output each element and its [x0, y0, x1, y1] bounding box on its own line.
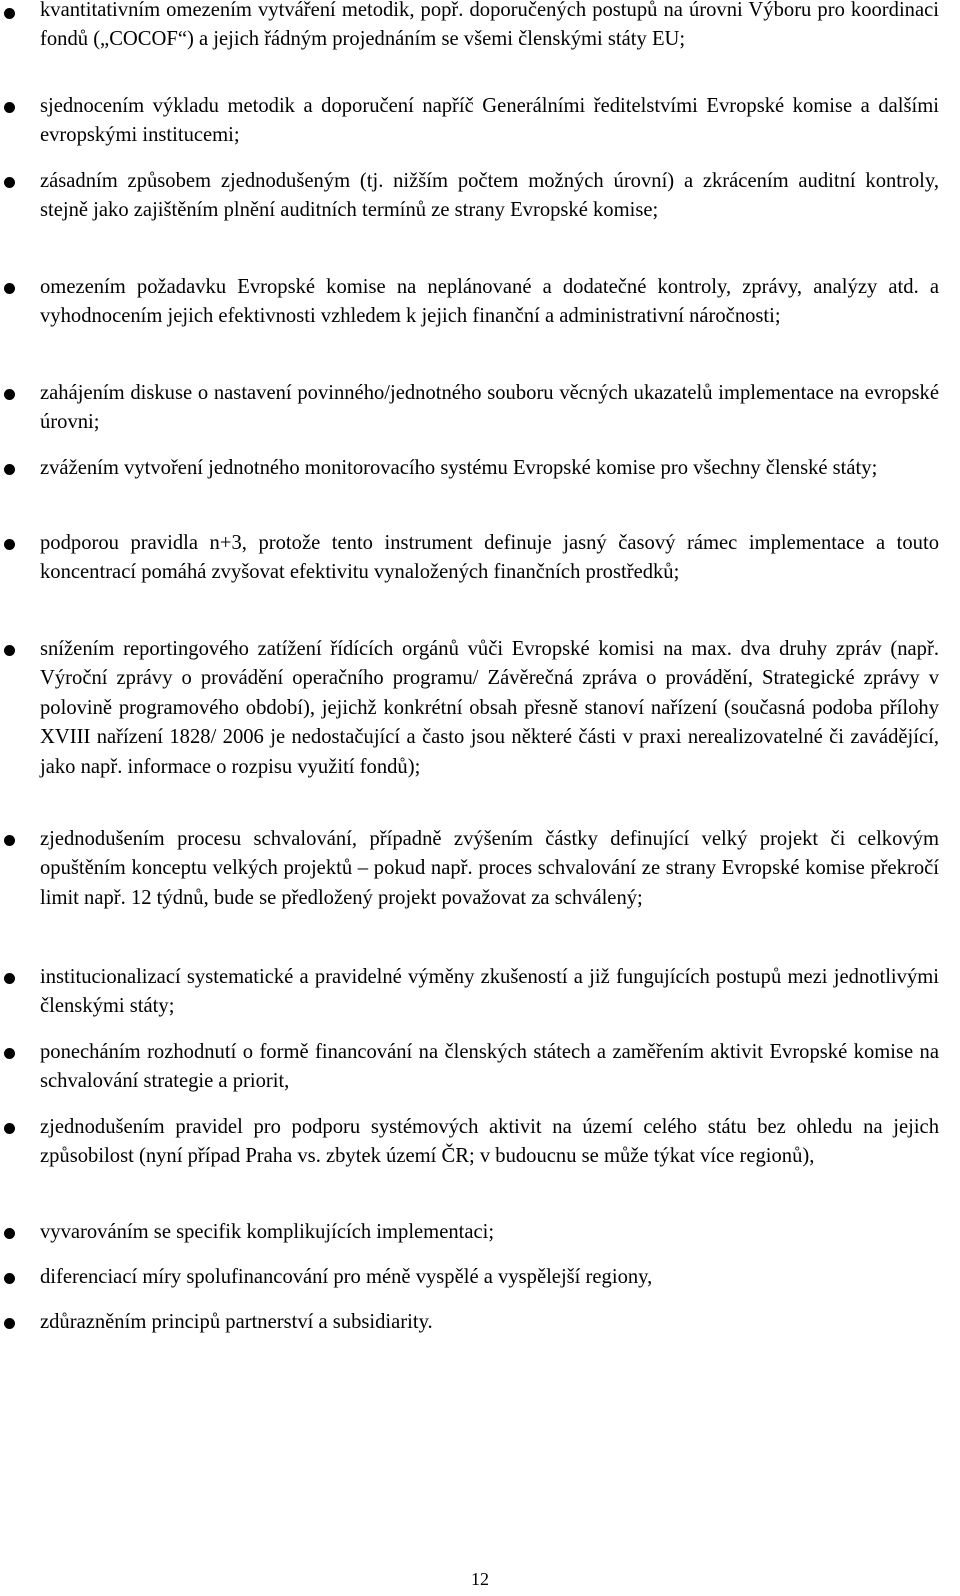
- bullet-icon: [4, 177, 15, 188]
- list-item-text: zásadním způsobem zjednodušeným (tj. nižším počtem možných úrovní) a zkrácením auditní kontroly, stejně jako zajištěním plnění auditních termínů ze strany Evropské komise;: [40, 170, 939, 222]
- bullet-icon: [4, 1228, 15, 1239]
- bullet-icon: [4, 1048, 15, 1059]
- list-item-text: ponecháním rozhodnutí o formě financování na členských státech a zaměřením aktivit Evropské komise na schvalování strategie a priorit,: [40, 1041, 939, 1093]
- list-item-text: zjednodušením pravidel pro podporu systémových aktivit na území celého státu bez ohledu na jejich způsobilost (nyní případ Praha vs. zbytek území ČR; v budoucnu se může týkat více regionů),: [40, 1116, 939, 1168]
- list-item-text: zvážením vytvoření jednotného monitorovacího systému Evropské komise pro všechny členské státy;: [40, 457, 878, 479]
- bullet-icon: [4, 283, 15, 294]
- list-item-text: diferenciací míry spolufinancování pro méně vyspělé a vyspělejší regiony,: [40, 1266, 653, 1288]
- bullet-icon: [4, 1123, 15, 1134]
- page-number: 12: [471, 1569, 489, 1589]
- bullet-icon: [4, 1273, 15, 1284]
- list-item-text: vyvarováním se specifik komplikujících implementaci;: [40, 1221, 495, 1243]
- list-item-text: zdůrazněním principů partnerství a subsidiarity.: [40, 1311, 433, 1333]
- bullet-icon: [4, 539, 15, 550]
- bullet-icon: [4, 464, 15, 475]
- bullet-icon: [4, 1318, 15, 1329]
- list-item-text: omezením požadavku Evropské komise na neplánované a dodatečné kontroly, zprávy, analýzy atd. a vyhodnocením jejich efektivnosti vzhledem k jejich finanční a administrativní náročnosti;: [40, 276, 939, 328]
- bullet-icon: [4, 389, 15, 400]
- list-item-text: snížením reportingového zatížení řídících orgánů vůči Evropské komisi na max. dva druhy zpráv (např. Výroční zprávy o provádění operačního programu/ Závěrečná zpráva o provádění, Strategické zprávy v polovině programového období), jejichž konkrétní obsah přesně stanoví nařízení (současná podoba přílohy XVIII nařízení 1828/ 2006 je nedostačující a často jsou některé části v praxi nerealizovatelné či zavádějící, jako např. informace o rozpisu využití fondů);: [40, 638, 939, 778]
- list-item-text: zjednodušením procesu schvalování, případně zvýšením částky definující velký projekt či celkovým opuštěním konceptu velkých projektů – pokud např. proces schvalování ze strany Evropské komise překročí limit např. 12 týdnů, bude se předložený projekt považovat za schválený;: [40, 828, 939, 909]
- bullet-icon: [4, 102, 15, 113]
- bullet-icon: [4, 645, 15, 656]
- list-item-text: zahájením diskuse o nastavení povinného/jednotného souboru věcných ukazatelů implementace na evropské úrovni;: [40, 382, 939, 434]
- list-item-text: sjednocením výkladu metodik a doporučení napříč Generálními ředitelstvími Evropské komise a dalšími evropskými institucemi;: [40, 95, 939, 147]
- bullet-icon: [4, 835, 15, 846]
- bullet-icon: [4, 8, 15, 19]
- list-item-text: institucionalizací systematické a pravidelné výměny zkušeností a již fungujících postupů mezi jednotlivými členskými státy;: [40, 966, 939, 1018]
- list-item-text: kvantitativním omezením vytváření metodik, popř. doporučených postupů na úrovni Výboru pro koordinaci fondů („COCOF“) a jejich řádným projednáním se všemi členskými státy EU;: [40, 0, 939, 51]
- list-item-text: podporou pravidla n+3, protože tento instrument definuje jasný časový rámec implementace a touto koncentrací pomáhá zvyšovat efektivitu vynaložených finančních prostředků;: [40, 532, 939, 584]
- bullet-icon: [4, 973, 15, 984]
